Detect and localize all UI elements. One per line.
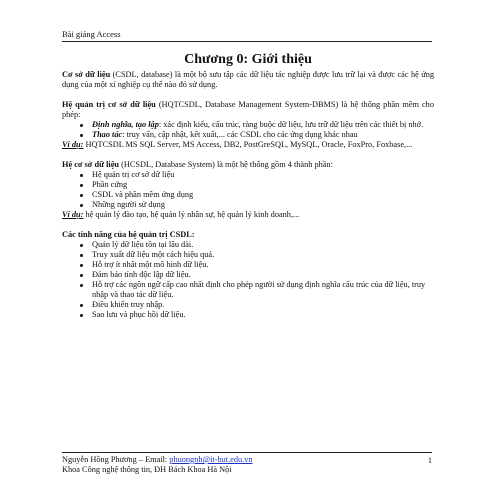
list-item: Điều khiển truy nhập. [92,300,434,310]
dbs-definition [62,160,434,170]
features-heading-text: Các tính năng của hệ quản trị CSDL: [62,230,195,239]
list-item: Hệ quản trị cơ sở dữ liệu [92,170,434,180]
example-text: HQTCSDL MS SQL Server, MS Access, DB2, PostGreSQL, MySQL, Oracle, FoxPro, Foxbase,... [83,140,413,149]
list-item [92,130,434,140]
list-item: CSDL và phần mềm ứng dụng [92,190,434,200]
features-section [62,230,434,320]
dbms-list [62,120,434,140]
dbms-item-label: Thao tác [92,130,123,139]
list-item: Phần cứng [92,180,434,190]
dbms-term: Hệ quản trị cơ sở dữ liệu [62,100,156,109]
header-text: Bài giảng Access [62,29,121,39]
list-item: Truy xuất dữ liệu một cách hiệu quả. [92,250,434,260]
db-term: Cơ sở dữ liệu [62,70,111,79]
page-header [62,29,432,42]
page-footer [62,452,432,475]
list-item: Sao lưu và phục hồi dữ liệu. [92,310,434,320]
dbs-section [62,160,434,220]
example-label: Ví dụ: [62,210,84,219]
dbms-definition [62,100,434,120]
page-content [62,52,434,320]
list-item: Hỗ trợ các ngôn ngữ cấp cao nhất định cho phép người sử dụng định nghĩa cấu trúc của dữ liệu, truy nhập và thao tác dữ liệu. [92,280,434,300]
features-heading [62,230,434,240]
chapter-title: Chương 0: Giới thiệu [184,52,312,67]
db-def: (CSDL, database) là một bộ sưu tập các dữ liệu tác nghiệp được lưu trữ lại và được các hệ ứng dụng của một xí nghiệp cụ thể nào đó sử dụng. [62,70,434,89]
list-item: Hỗ trợ ít nhất một mô hình dữ liệu. [92,260,434,270]
db-definition [62,70,434,90]
email-link[interactable]: phuongnh@it-hut.edu.vn [169,455,253,464]
list-item: Những người sử dụng [92,200,434,210]
list-item [92,120,434,130]
dbs-def: (HCSDL, Database System) là một hệ thống gồm 4 thành phần: [119,160,333,169]
footer-author-line [62,455,432,465]
dbms-def: (HQTCSDL, Database Management System-DBMS) là hệ thống phần mềm cho phép: [62,100,434,119]
footer-author: Nguyễn Hồng Phương – Email: [62,455,170,464]
dbms-item-label: Định nghĩa, tạo lập [92,120,159,129]
dbs-term: Hệ cơ sở dữ liệu [62,160,120,169]
features-list [62,240,434,320]
dbs-list [62,170,434,210]
page-number: 1 [427,456,432,465]
footer-org: Khoa Công nghệ thông tin, ĐH Bách Khoa Hà Nội [62,465,232,474]
list-item: Đảm bảo tính độc lập dữ liệu. [92,270,434,280]
dbms-section [62,100,434,150]
example-text: hệ quản lý đào tạo, hệ quản lý nhân sự, hệ quản lý kinh doanh,... [83,210,300,219]
example-label: Ví dụ: [62,140,84,149]
dbms-item-text: : truy vấn, cập nhật, kết xuất,... các CSDL cho các ứng dụng khác nhau [122,130,358,139]
dbms-item-text: : xác định kiểu, cấu trúc, ràng buộc dữ liệu, lưu trữ dữ liệu trên các thiết bị nhớ. [158,120,424,129]
list-item: Quản lý dữ liệu tồn tại lâu dài. [92,240,434,250]
dbs-example [62,210,434,220]
dbms-example [62,140,434,150]
